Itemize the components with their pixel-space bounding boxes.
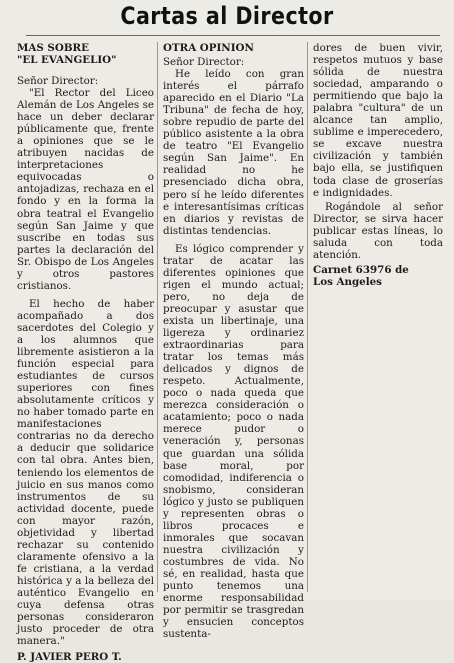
letter2-signature-line2: Los Angeles bbox=[313, 275, 382, 288]
section-masthead bbox=[0, 2, 454, 38]
letter1-signature: P. JAVIER PERO T. bbox=[17, 651, 122, 663]
letter2-closing: Rogándole al señor Director, se sirva hacer publicar estas líneas, lo saluda con toda atención. bbox=[313, 200, 443, 261]
column-divider bbox=[157, 42, 158, 592]
letter1-paragraph: "El Rector del Liceo Alemán de Los Angeles se hace un deber declarar públicamente que, frente a opiniones que se le atribuyen nacidas de interpretaciones equivocadas o antojadizas, rechaza en el fondo y en la forma la obra teatral el Evangelio según San Jaime y que suscribe en todas sus partes la declaración del Sr. Obispo de Los Angeles y otros pastores cristianos. bbox=[17, 87, 154, 292]
letter2-paragraph: Es lógico comprender y tratar de acatar las diferentes opiniones que rigen el mundo actual; pero, no deja de preocupar y asustar que exista un libertinaje, una ligereza y ordinariez extraordinarias para tratar los temas más delicados y dignos de respeto. Actualmente, poco o nada queda que merezca consideración o acatamiento; poco o nada merece pudor o veneración y, personas que guardan una sólida base moral, por comodidad, indiferencia o snobismo, consideran lógico y justo se publiquen y representen obras o libros procaces e inmorales que socavan nuestra civilización y costumbres de vida. No sé, en realidad, hasta que punto tenemos una enorme responsabilidad por permitir se trasgredan y ensucien conceptos sustenta- bbox=[163, 242, 304, 641]
page-title: Cartas al Director bbox=[120, 2, 334, 30]
letter1-column bbox=[17, 42, 154, 663]
letter2-continuation: dores de buen vivir, respetos mutuos y base sólida de nuestra sociedad, amparando o permitiendo que bajo la palabra "cultura" de un alcance tan amplio, sublime e imperecedero, se excave nuestra civilización y también bajo ella, se justifiquen toda clase de groserías e indignidades. bbox=[313, 42, 443, 199]
letter2-continuation-column bbox=[313, 42, 443, 288]
masthead-rule bbox=[26, 35, 440, 36]
letter1-heading-line2: "EL EVANGELIO" bbox=[17, 54, 117, 66]
letter2-paragraph: He leído con gran interés el párrafo aparecido en el Diario "La Tribuna" de fecha de hoy, sobre repudio de parte del público asistente a la obra de teatro "El Evangelio según San Jaime". En realidad no he presenciado dicha obra, pero sí he leído diferentes e interesantísimas críticas en diarios y revistas de distintas tendencias. bbox=[163, 68, 304, 237]
letter2-greeting: Señor Director: bbox=[163, 56, 245, 68]
letter2-signature-line1: Carnet 63976 de bbox=[313, 263, 409, 276]
letter2-column bbox=[163, 42, 304, 640]
letter1-greeting: Señor Director: bbox=[17, 75, 99, 87]
column-divider bbox=[307, 42, 308, 592]
letter2-heading: OTRA OPINION bbox=[163, 42, 254, 54]
letter1-paragraph: El hecho de haber acompañado a dos sacerdotes del Colegio y a los alumnos que libremente asistieron a la función especial para estudiantes de cursos superiores con fines absolutamente críticos y no haber tomado parte en manifestaciones contrarias no da derecho a deducir que solidarice con tal obra. Antes bien, teniendo los elementos de juicio en sus manos como instrumentos de su actividad docente, puede con mayor razón, objetividad y libertad rechazar su contenido claramente ofensivo a la fe cristiana, a la verdad histórica y a la belleza del auténtico Evangelio en cuya defensa otras personas consideraron justo proceder de otra manera." bbox=[17, 297, 154, 648]
letter1-heading-line1: MAS SOBRE bbox=[17, 42, 89, 54]
